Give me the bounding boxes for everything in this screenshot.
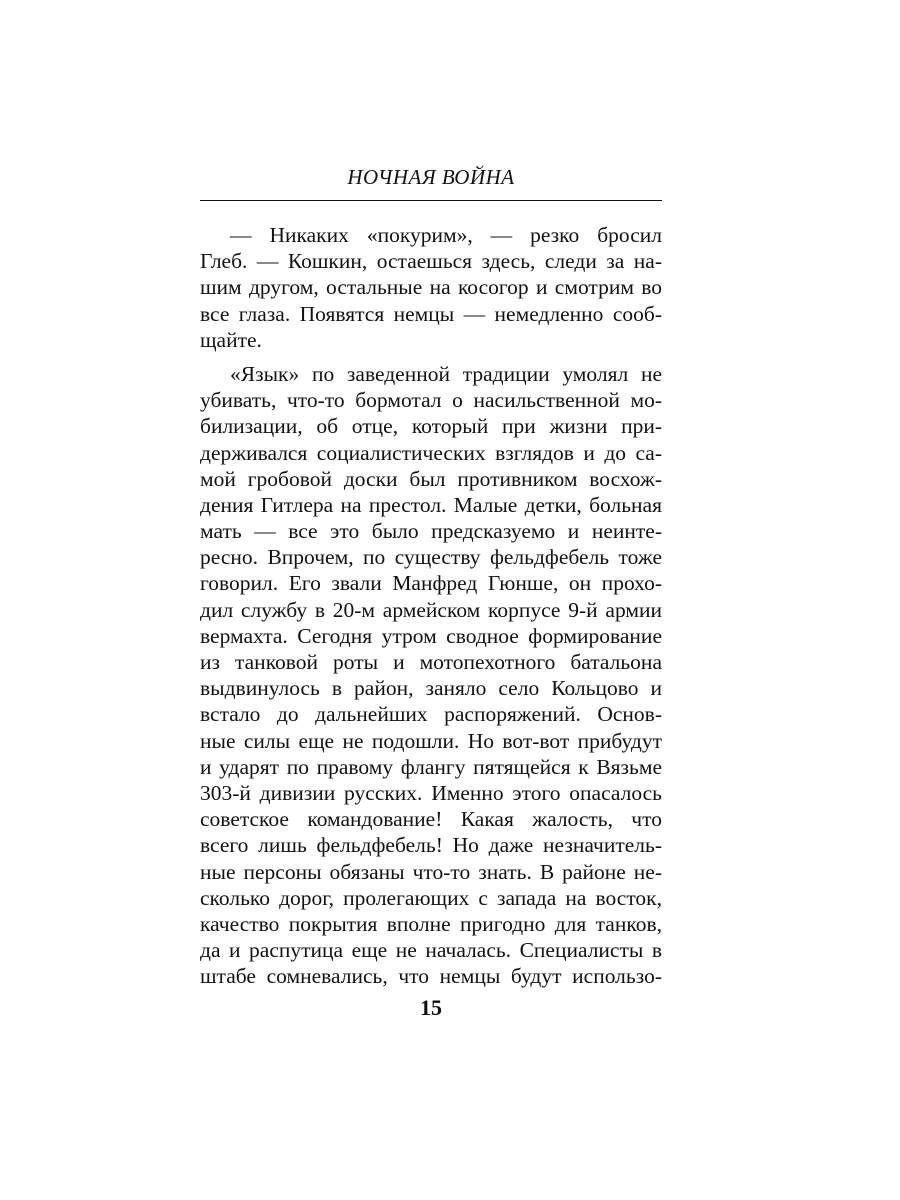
- text-line: щайте.: [200, 327, 262, 352]
- text-line: и ударят по правому флангу пятящейся к Вязьме: [200, 754, 662, 779]
- text-line: «Язык» по заведенной традиции умолял не: [230, 361, 662, 386]
- text-line: ресно. Впрочем, по существу фельдфебель тоже: [200, 545, 662, 570]
- text-line: говорил. Его звали Манфред Гюнше, он прохо-: [200, 571, 662, 596]
- text-line: из танковой роты и мотопехотного батальона: [200, 650, 662, 674]
- text-line: ные персоны обязаны что-то знать. В районе не-: [200, 859, 662, 884]
- header-rule: [200, 200, 662, 201]
- text-line: штабе сомневались, что немцы будут использо-: [200, 964, 662, 989]
- text-line: дения Гитлера на престол. Малые детки, больная: [200, 492, 662, 517]
- text-line: сколько дорог, пролегающих с запада на восток,: [200, 885, 662, 910]
- page-number: 15: [420, 995, 442, 1020]
- text-line: встало до дальнейших распоряжений. Основ-: [200, 702, 662, 727]
- text-line: все глаза. Появятся немцы — немедленно сооб-: [200, 301, 662, 326]
- text-line: Глеб. — Кошкин, остаешься здесь, следи за на-: [200, 249, 662, 274]
- text-line: мой гробовой доски был противником восхож-: [200, 466, 662, 491]
- text-line: всего лишь фельдфебель! Но даже незначитель-: [200, 833, 662, 858]
- text-line: шим другом, остальные на косогор и смотрим во: [200, 275, 662, 300]
- text-line: билизации, об отце, который при жизни при-: [200, 414, 662, 439]
- running-head: НОЧНАЯ ВОЙНА: [347, 165, 515, 189]
- text-line: ные силы еще не подошли. Но вот-вот прибудут: [200, 728, 662, 753]
- text-line: держивался социалистических взглядов и до са-: [200, 440, 662, 465]
- text-line: убивать, что-то бормотал о насильственной мо-: [200, 388, 662, 413]
- text-line: вермахта. Сегодня утром сводное формирование: [200, 623, 662, 648]
- text-line: выдвинулось в район, заняло село Кольцово и: [200, 676, 662, 701]
- paragraph-gap: [200, 353, 662, 361]
- text-line: дил службу в 20-м армейском корпусе 9-й армии: [200, 597, 662, 622]
- text-line: 303-й дивизии русских. Именно этого опасалось: [200, 780, 662, 805]
- text-line: советское командование! Какая жалость, что: [200, 807, 662, 832]
- text-line: мать — все это было предсказуемо и неинте-: [200, 519, 662, 544]
- body-text: [200, 222, 662, 989]
- text-line: да и распутица еще не началась. Специалисты в: [200, 938, 662, 963]
- text-line: — Никаких «покурим», — резко бросил: [230, 223, 662, 247]
- text-line: качество покрытия вполне пригодно для танков,: [200, 911, 662, 936]
